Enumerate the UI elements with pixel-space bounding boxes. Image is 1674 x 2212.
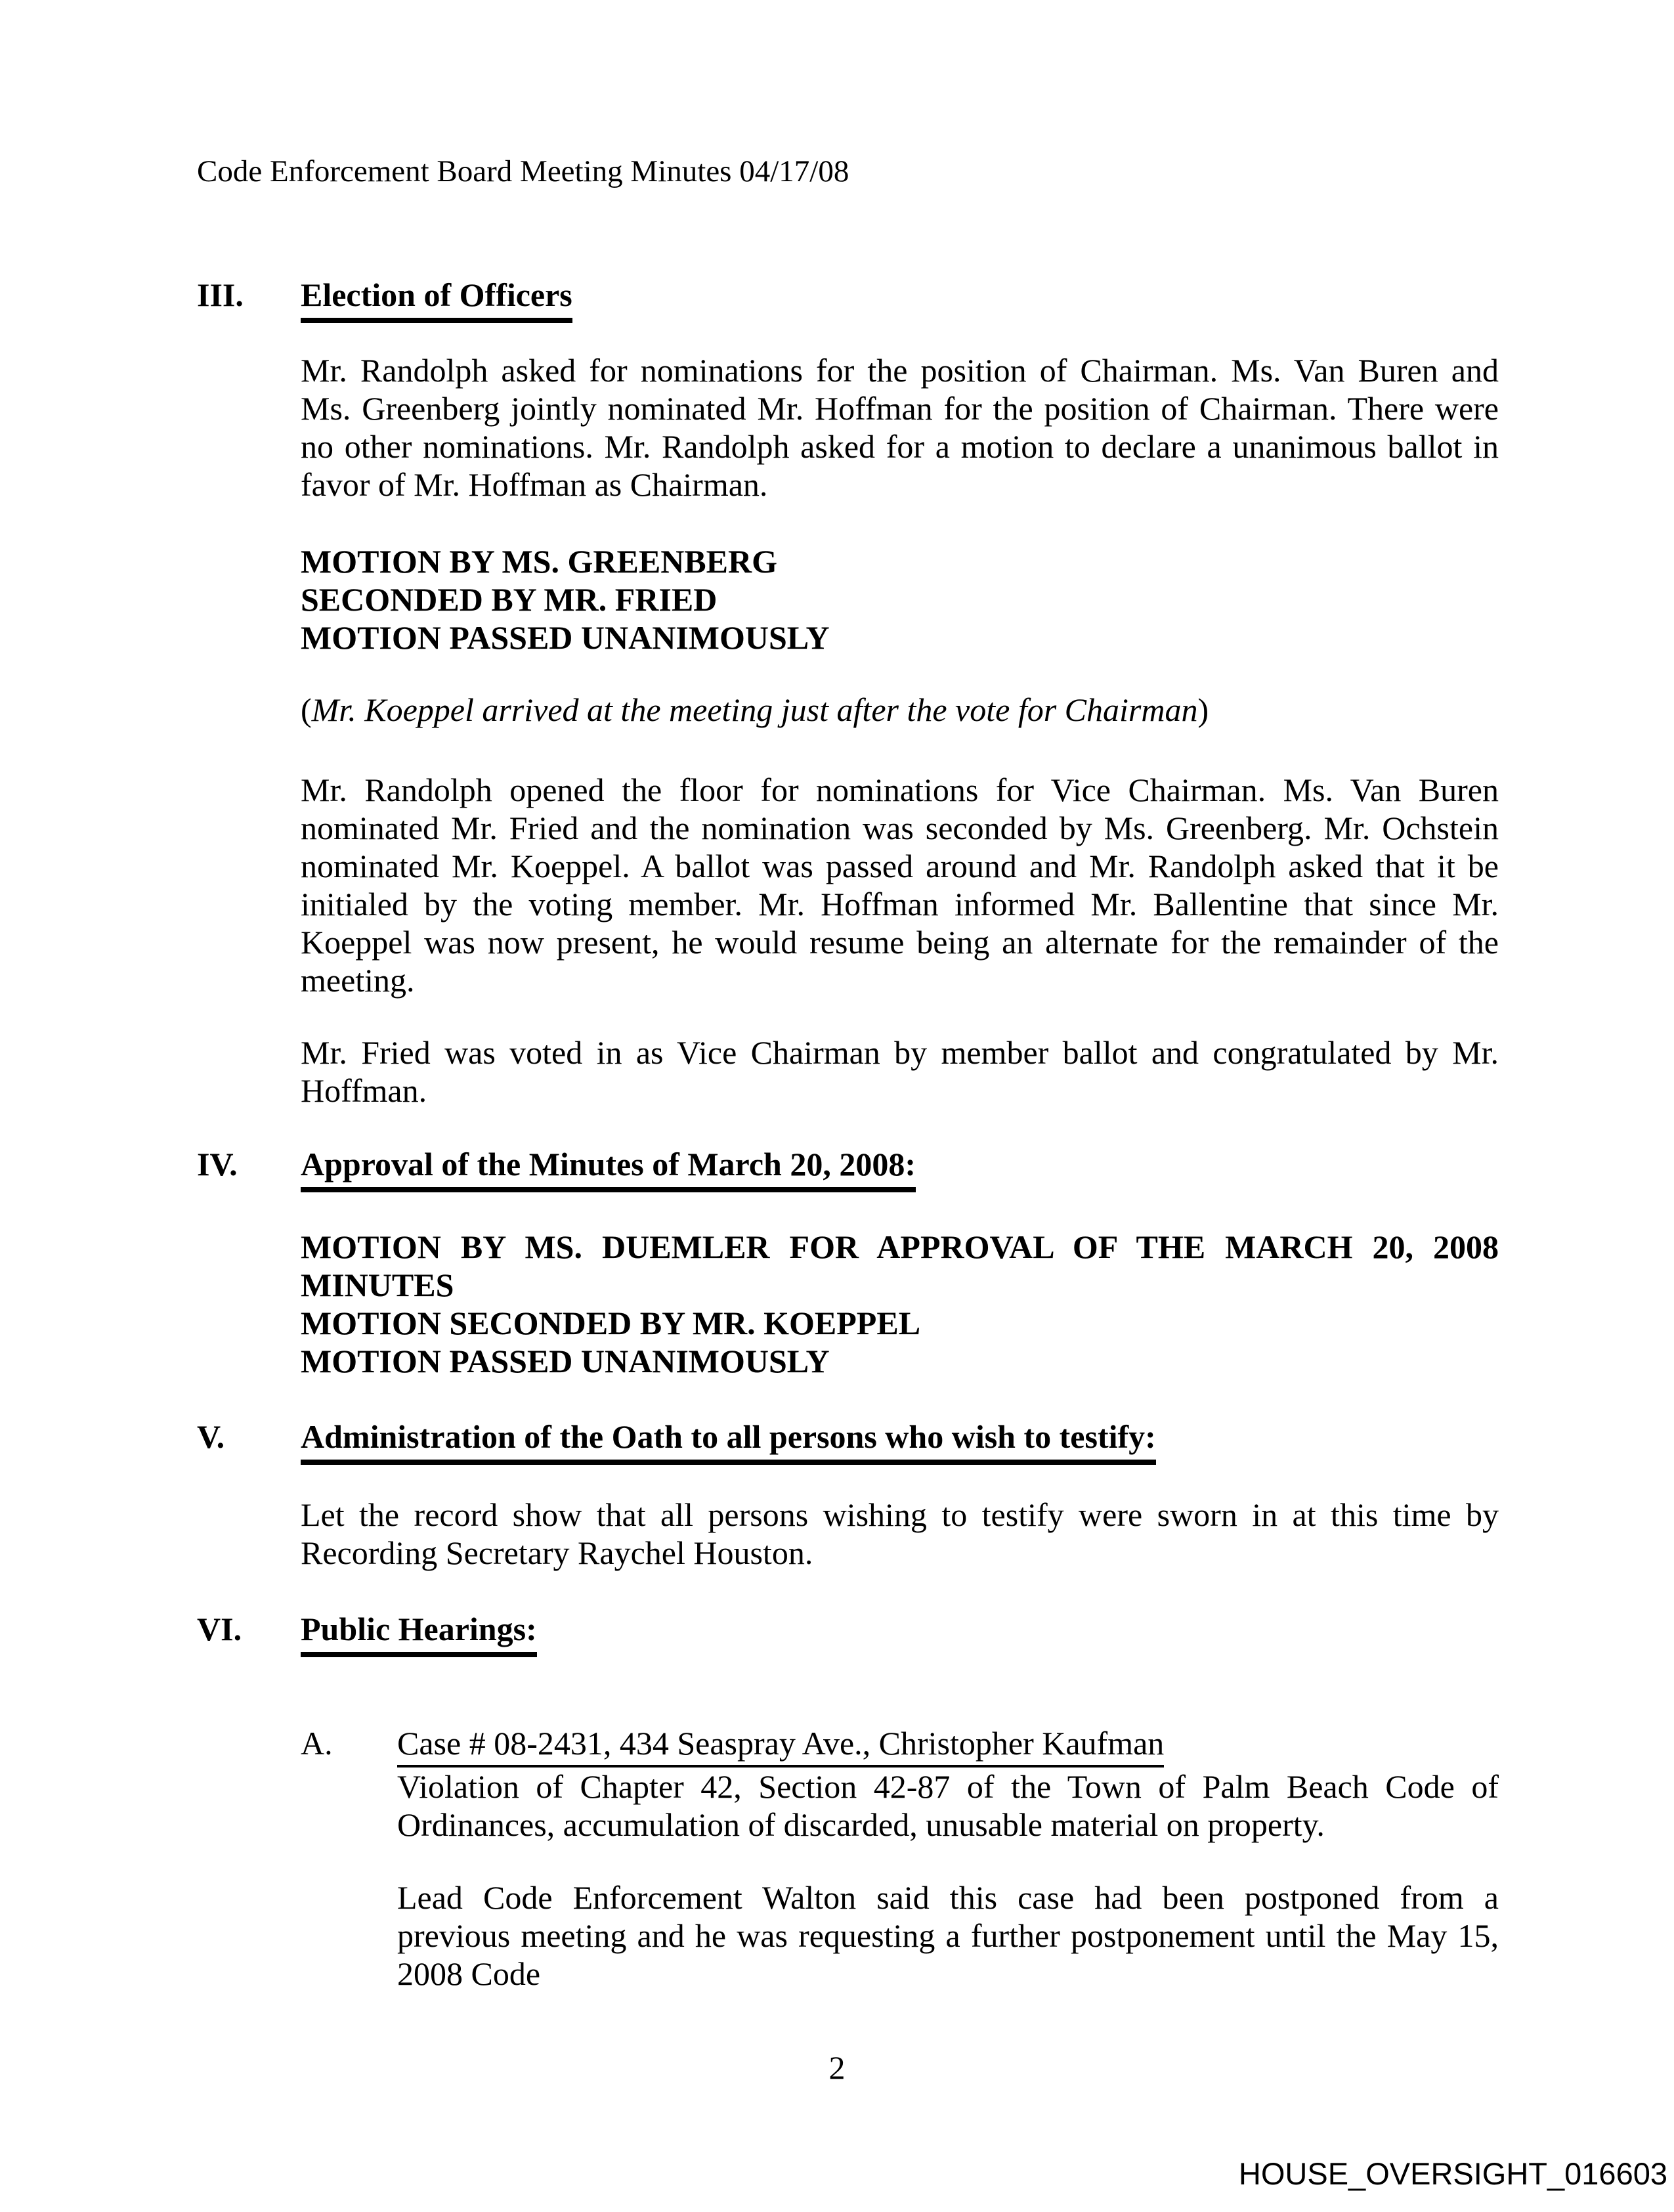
section-v-heading-row: [197, 1418, 1674, 1465]
paragraph-line: Mr. Randolph opened the floor for nominations for Vice Chairman. Ms. Van Buren: [301, 771, 1499, 808]
paragraph-line: Mr. Fried was voted in as Vice Chairman by member ballot and congratulated by Mr.: [301, 1034, 1499, 1071]
section-iii-paragraph-1: [301, 351, 1499, 504]
paragraph-line: initialed by the voting member. Mr. Hoffman informed Mr. Ballentine that since Mr.: [301, 886, 1499, 922]
aside-paren-close: ): [1197, 691, 1209, 728]
paragraph-line: no other nominations. Mr. Randolph asked for a motion to declare a unanimous ballot in: [301, 428, 1499, 465]
document-title: Code Enforcement Board Meeting Minutes 04/17/08: [197, 154, 849, 188]
paragraph-line: Hoffman.: [301, 1072, 427, 1109]
motion-line: MOTION PASSED UNANIMOUSLY: [301, 619, 830, 656]
motion-line: MOTION BY MS. GREENBERG: [301, 543, 778, 580]
paragraph-line: previous meeting and he was requesting a further postponement until the May 15,: [397, 1917, 1499, 1954]
section-v-heading: Administration of the Oath to all persons who wish to testify:: [301, 1418, 1156, 1465]
hearing-item-a-content: [397, 1724, 1499, 1844]
aside-text: Mr. Koeppel arrived at the meeting just after the vote for Chairman: [311, 691, 1198, 728]
paragraph-line: Recording Secretary Raychel Houston.: [301, 1534, 813, 1571]
section-iv-numeral: IV.: [197, 1146, 238, 1182]
section-vi-numeral: VI.: [197, 1611, 242, 1647]
section-iv-motion-block: [301, 1228, 1499, 1380]
section-iii-motion-block: [301, 542, 1499, 657]
paragraph-line: favor of Mr. Hoffman as Chairman.: [301, 466, 768, 503]
hearing-item-a-title: Case # 08-2431, 434 Seaspray Ave., Christopher Kaufman: [397, 1724, 1164, 1767]
paragraph-line: Koeppel was now present, he would resume being an alternate for the remainder of the: [301, 924, 1499, 961]
paragraph-line: Ms. Greenberg jointly nominated Mr. Hoffman for the position of Chairman. There were: [301, 390, 1499, 427]
paragraph-line: nominated Mr. Koeppel. A ballot was passed around and Mr. Randolph asked that it be: [301, 848, 1499, 884]
section-iii-heading-row: [197, 276, 1674, 323]
hearing-item-a-label: A.: [301, 1725, 333, 1762]
motion-line: SECONDED BY MR. FRIED: [301, 581, 718, 618]
hearing-item-a: [301, 1724, 1499, 1844]
paragraph-line: Violation of Chapter 42, Section 42-87 of the Town of Palm Beach Code of: [397, 1768, 1499, 1805]
motion-line: MOTION SECONDED BY MR. KOEPPEL: [301, 1305, 921, 1341]
section-vi-heading-row: [197, 1610, 1674, 1657]
hearing-item-a-paragraph: [301, 1878, 1499, 1993]
section-iii-paragraph-2: [301, 771, 1499, 999]
section-vi-heading: Public Hearings:: [301, 1610, 537, 1657]
section-v-paragraph: [301, 1496, 1499, 1572]
paragraph-line: Lead Code Enforcement Walton said this case had been postponed from a: [397, 1879, 1499, 1916]
paragraph-line: Mr. Randolph asked for nominations for the position of Chairman. Ms. Van Buren and: [301, 352, 1499, 389]
section-iv-heading-row: [197, 1145, 1674, 1192]
bates-number: HOUSE_OVERSIGHT_016603: [1238, 2156, 1667, 2191]
section-iii-paragraph-3: [301, 1033, 1499, 1110]
motion-line: MOTION BY MS. DUEMLER FOR APPROVAL OF THE MARCH 20, 2008: [301, 1228, 1499, 1265]
paragraph-line: meeting.: [301, 962, 415, 999]
paragraph-line: Ordinances, accumulation of discarded, unusable material on property.: [397, 1806, 1325, 1843]
hearing-item-a-paragraph-text: [397, 1878, 1499, 1993]
section-iv-heading: Approval of the Minutes of March 20, 2008:: [301, 1145, 916, 1192]
paragraph-line: Let the record show that all persons wishing to testify were sworn in at this time by: [301, 1496, 1499, 1533]
section-iii-heading: Election of Officers: [301, 276, 572, 323]
page-number: 2: [828, 2049, 846, 2086]
section-iii-numeral: III.: [197, 276, 244, 313]
paragraph-line: nominated Mr. Fried and the nomination was seconded by Ms. Greenberg. Mr. Ochstein: [301, 810, 1499, 846]
motion-line: MOTION PASSED UNANIMOUSLY: [301, 1343, 830, 1379]
section-iii-aside: [301, 691, 1499, 729]
paragraph-line: 2008 Code: [397, 1955, 541, 1992]
section-v-numeral: V.: [197, 1418, 225, 1455]
hearing-item-a-paragraph-indent: [301, 1878, 397, 1993]
motion-line: MINUTES: [301, 1267, 454, 1303]
aside-paren-open: (: [301, 691, 312, 728]
